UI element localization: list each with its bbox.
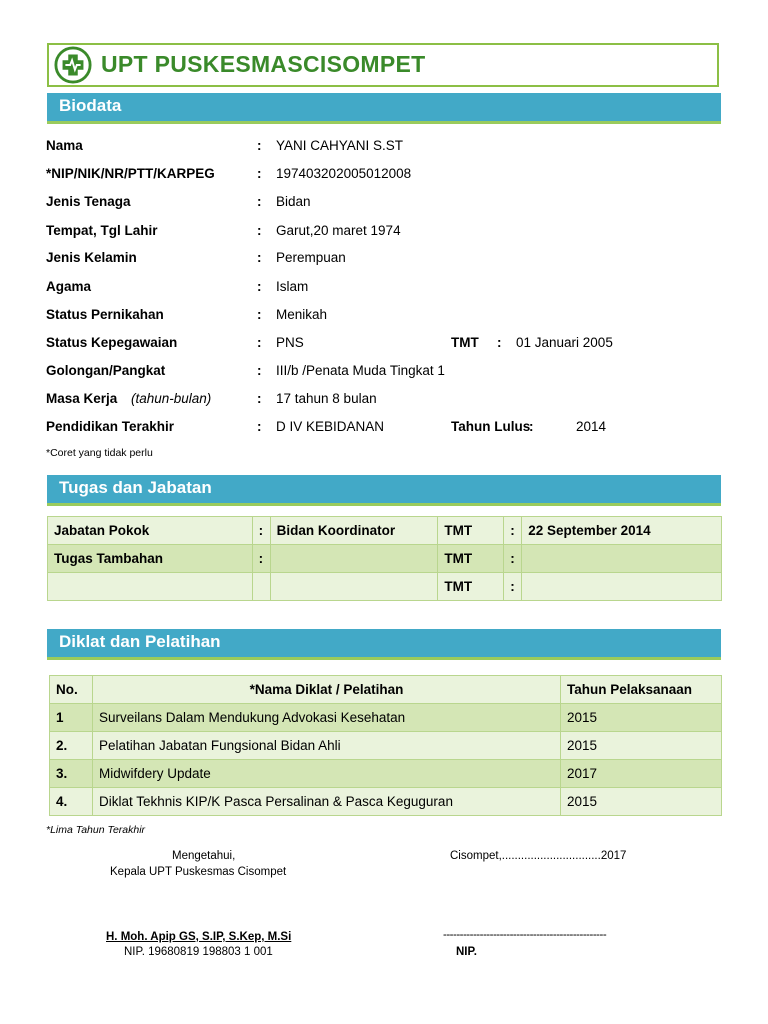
section-title: Biodata: [59, 96, 122, 115]
col-header-nama: *Nama Diklat / Pelatihan: [93, 676, 561, 704]
biodata-colon: :: [257, 138, 262, 153]
diklat-no: 2.: [50, 732, 93, 760]
section-biodata: [47, 93, 721, 124]
sign-right-name-line: -------------------------------------------------: [443, 929, 607, 941]
tugas-jabatan-table: [47, 516, 722, 601]
biodata-label: Tempat, Tgl Lahir: [46, 223, 158, 238]
biodata-value: Perempuan: [276, 250, 346, 265]
section-diklat: [47, 629, 721, 660]
section-title: Tugas dan Jabatan: [59, 478, 212, 497]
health-cross-icon: [54, 46, 92, 84]
biodata-label: Pendidikan Terakhir: [46, 419, 175, 434]
diklat-row: [50, 788, 722, 816]
page-title: UPT PUSKESMASCISOMPET: [101, 51, 426, 77]
biodata-value: PNS: [276, 335, 304, 350]
biodata-label: Status Pernikahan: [46, 307, 164, 322]
biodata-colon: :: [257, 363, 262, 378]
diklat-row: [50, 760, 722, 788]
tugas-tmt-label: TMT: [438, 545, 504, 573]
biodata-label: Golongan/Pangkat: [46, 363, 166, 378]
biodata-value: YANI CAHYANI S.ST: [276, 138, 404, 153]
diklat-note: *Lima Tahun Terakhir: [46, 824, 146, 836]
biodata-value: 17 tahun 8 bulan: [276, 391, 377, 406]
tugas-colon: :: [252, 517, 270, 545]
biodata-label: Jenis Tenaga: [46, 194, 131, 209]
tugas-value: Bidan Koordinator: [270, 517, 438, 545]
diklat-no: 4.: [50, 788, 93, 816]
biodata-colon: :: [257, 419, 262, 434]
tugas-tmt-value: [522, 545, 722, 573]
biodata-colon: :: [257, 166, 262, 181]
diklat-row: [50, 704, 722, 732]
biodata-label: *NIP/NIK/NR/PTT/KARPEG: [46, 166, 215, 181]
header-box: [47, 43, 719, 87]
diklat-nama: Pelatihan Jabatan Fungsional Bidan Ahli: [93, 732, 561, 760]
biodata-extra-label: Tahun Lulus: [451, 419, 531, 434]
biodata-colon: :: [257, 307, 262, 322]
biodata-value: III/b /Penata Muda Tingkat 1: [276, 363, 445, 378]
section-title: Diklat dan Pelatihan: [59, 632, 221, 651]
diklat-no: 1: [50, 704, 93, 732]
tugas-tmt-label: TMT: [438, 573, 504, 601]
diklat-tahun: 2015: [561, 788, 722, 816]
tugas-tmt-label: TMT: [438, 517, 504, 545]
biodata-colon: :: [257, 250, 262, 265]
tugas-tmt-value: 22 September 2014: [522, 517, 722, 545]
biodata-label: Agama: [46, 279, 92, 294]
biodata-colon: :: [257, 223, 262, 238]
biodata-extra-colon: :: [529, 419, 534, 434]
sign-left-nip: NIP. 19680819 198803 1 001: [124, 946, 273, 958]
tugas-row: [48, 545, 722, 573]
tugas-row: [48, 573, 722, 601]
sign-left-line2: Kepala UPT Puskesmas Cisompet: [110, 866, 287, 878]
diklat-nama: Surveilans Dalam Mendukung Advokasi Kesehatan: [93, 704, 561, 732]
col-header-tahun: Tahun Pelaksanaan: [561, 676, 722, 704]
tugas-tmt-colon: :: [504, 573, 522, 601]
diklat-tahun: 2015: [561, 732, 722, 760]
biodata-value: Bidan: [276, 194, 311, 209]
tugas-value: [270, 573, 438, 601]
tugas-colon: [252, 573, 270, 601]
section-tugas-jabatan: [47, 475, 721, 506]
tugas-label: Jabatan Pokok: [48, 517, 253, 545]
biodata-extra-colon: :: [497, 335, 502, 350]
diklat-tahun: 2015: [561, 704, 722, 732]
diklat-table: [49, 675, 722, 816]
sign-left-name: H. Moh. Apip GS, S.IP, S.Kep, M.Si: [106, 931, 292, 943]
biodata-value: 197403202005012008: [276, 166, 412, 181]
tugas-tmt-colon: :: [504, 517, 522, 545]
tugas-label: Tugas Tambahan: [48, 545, 253, 573]
biodata-colon: :: [257, 391, 262, 406]
sign-right-place-date: Cisompet,...............................2017: [450, 850, 627, 862]
biodata-colon: :: [257, 279, 262, 294]
tugas-colon: :: [252, 545, 270, 573]
biodata-label: Jenis Kelamin: [46, 250, 137, 265]
biodata-value: Garut,20 maret 1974: [276, 223, 401, 238]
biodata-extra-value: 2014: [576, 419, 607, 434]
biodata-colon: :: [257, 335, 262, 350]
tugas-value: [270, 545, 438, 573]
biodata-value: Islam: [276, 279, 309, 294]
biodata-extra-label: TMT: [451, 335, 479, 350]
sign-right-nip: NIP.: [456, 946, 477, 958]
biodata-label: Nama: [46, 138, 83, 153]
tugas-row: [48, 517, 722, 545]
diklat-tahun: 2017: [561, 760, 722, 788]
biodata-value: Menikah: [276, 307, 328, 322]
biodata-value: D IV KEBIDANAN: [276, 419, 385, 434]
tugas-tmt-colon: :: [504, 545, 522, 573]
biodata-extra-value: 01 Januari 2005: [516, 335, 613, 350]
diklat-no: 3.: [50, 760, 93, 788]
biodata-label: Masa Kerja: [46, 391, 118, 406]
diklat-nama: Diklat Tekhnis KIP/K Pasca Persalinan & Pasca Keguguran: [93, 788, 561, 816]
biodata-note: *Coret yang tidak perlu: [46, 447, 153, 459]
biodata-label: Status Kepegawaian: [46, 335, 178, 350]
tugas-tmt-value: [522, 573, 722, 601]
col-header-no: No.: [50, 676, 93, 704]
biodata-colon: :: [257, 194, 262, 209]
diklat-row: [50, 732, 722, 760]
diklat-nama: Midwifdery Update: [93, 760, 561, 788]
biodata-label-note: (tahun-bulan): [131, 391, 212, 406]
sign-left-line1: Mengetahui,: [172, 850, 236, 862]
tugas-label: [48, 573, 253, 601]
